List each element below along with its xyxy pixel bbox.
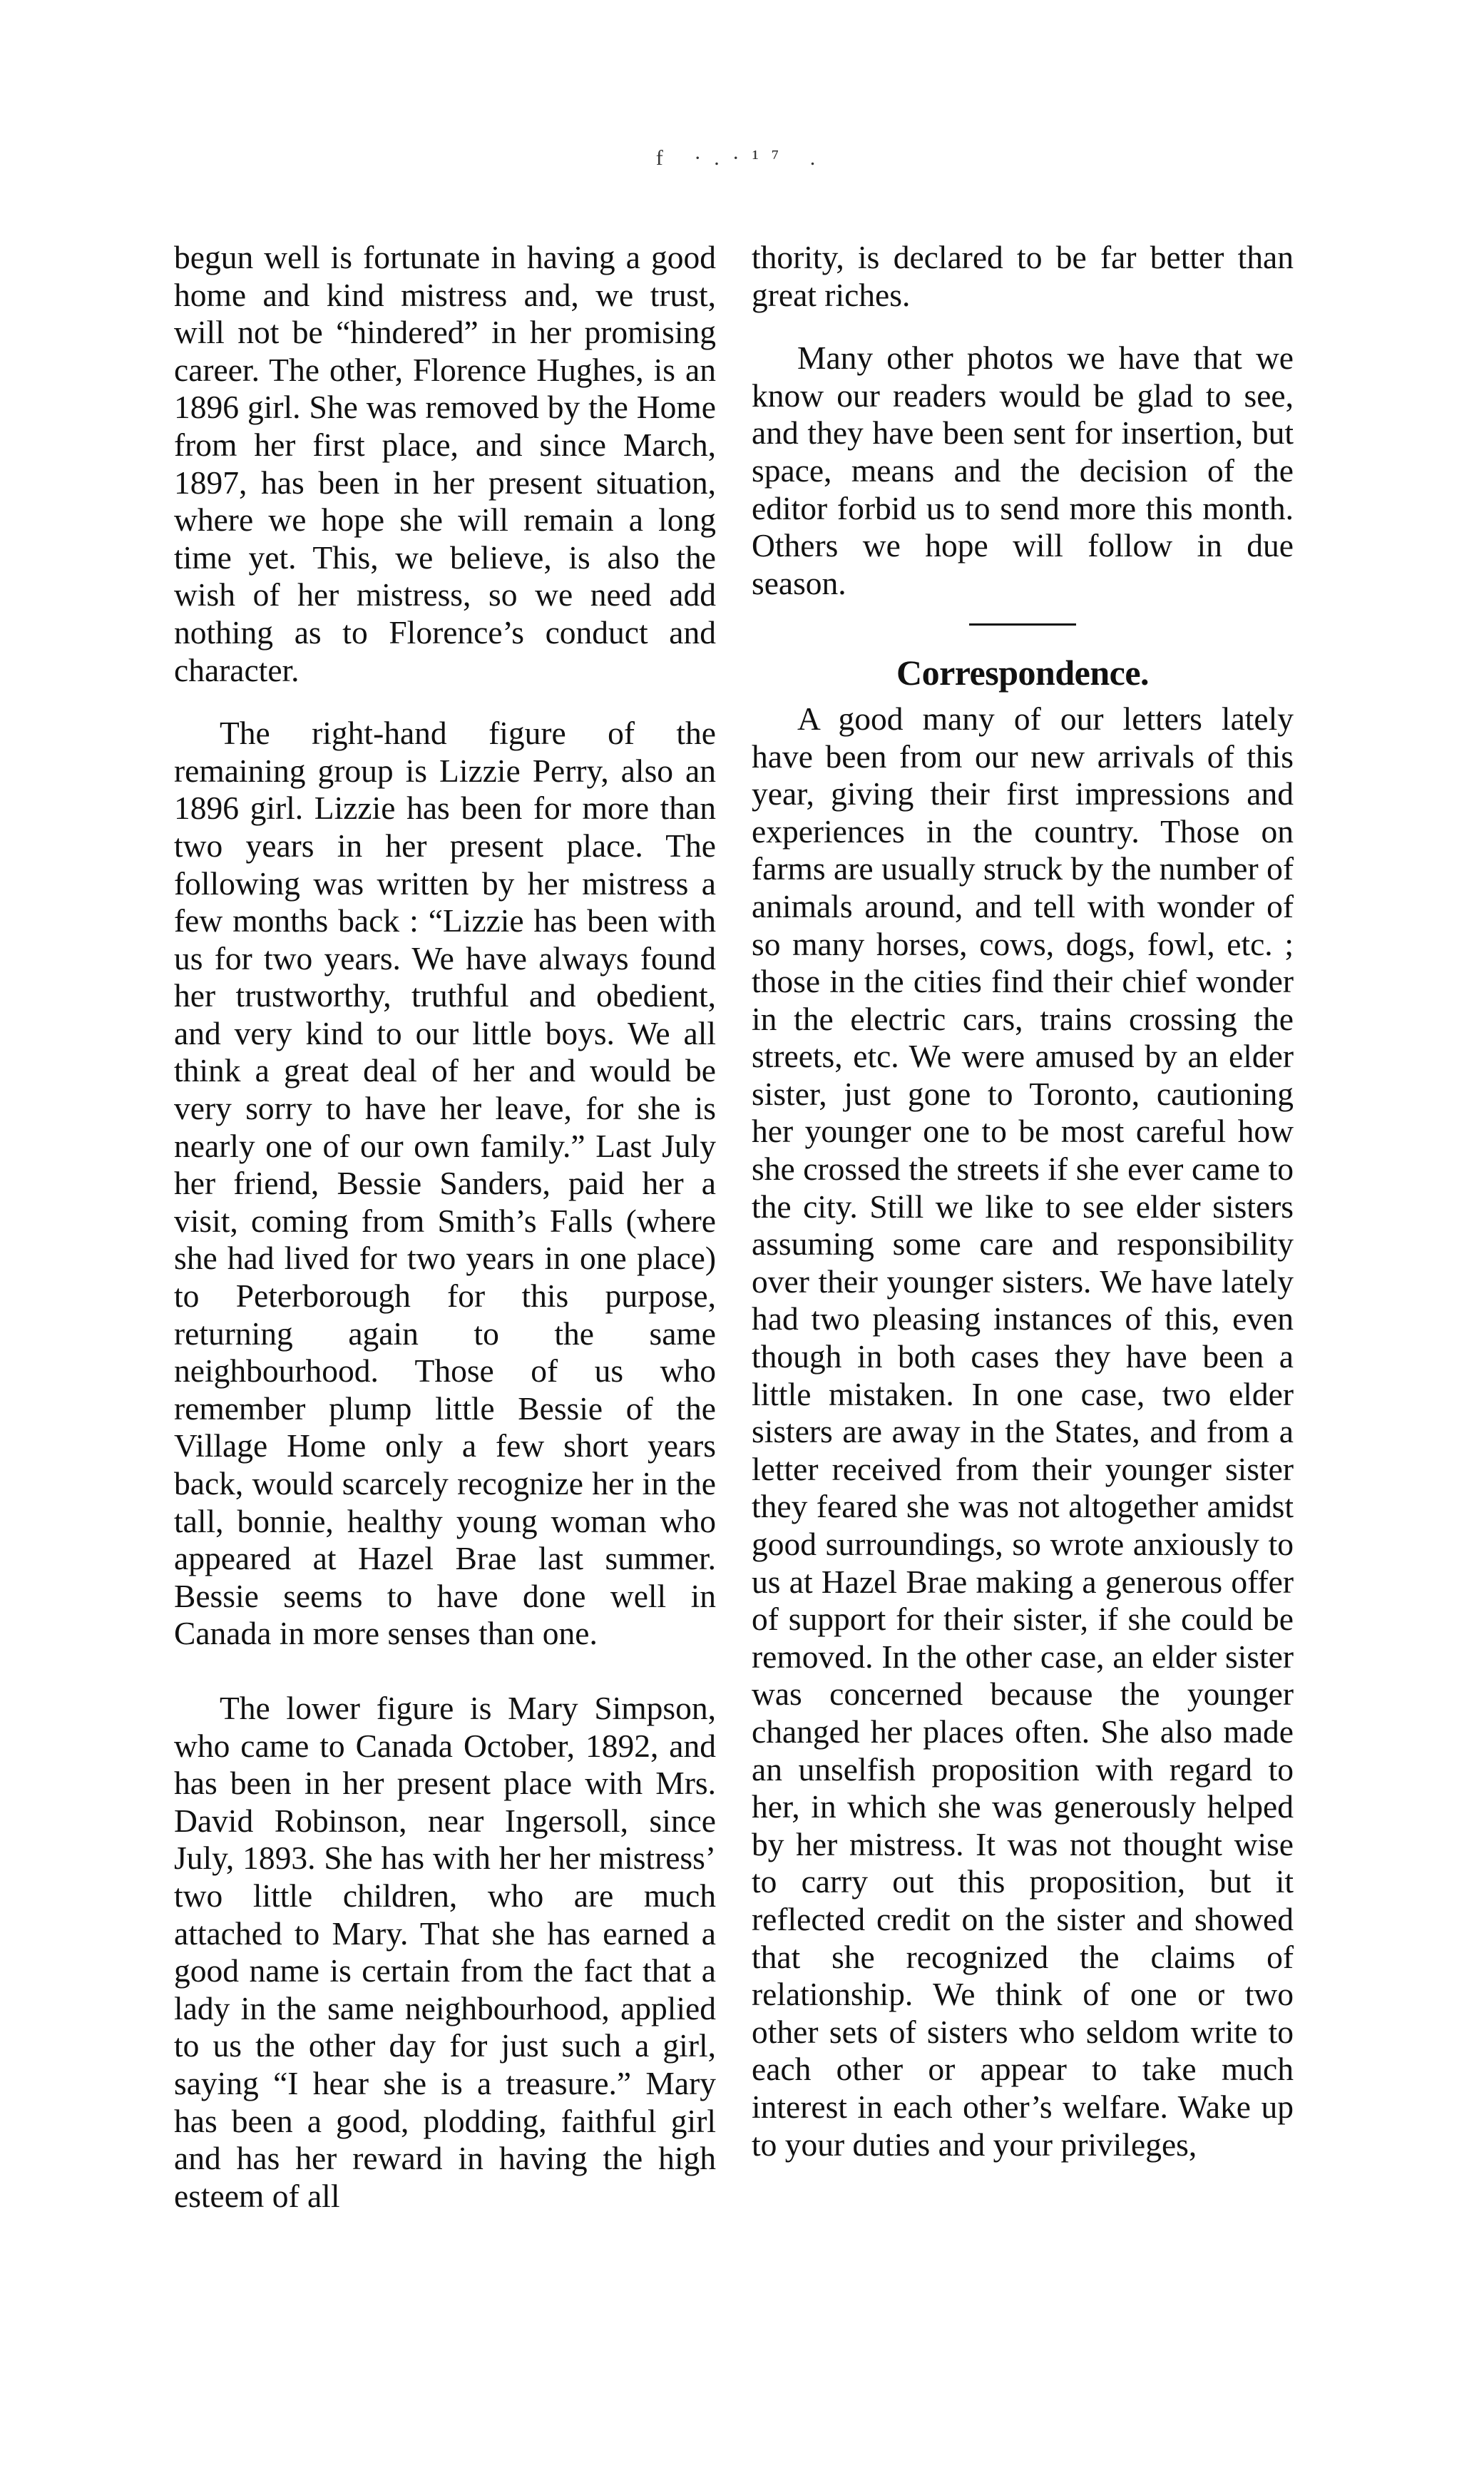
correspondence-heading: Correspondence. — [896, 653, 1150, 693]
paragraph-other-photos: Many other photos we have that we know our readers would be glad to see, and they have been sent for insertion, but space, means and the decision of the editor forbid us to send more this month. Others we hope will follow in due season. — [752, 340, 1294, 601]
left-column — [174, 239, 716, 2215]
paragraph-continuation: thority, is declared to be far better than great riches. — [752, 239, 1294, 313]
paragraph-correspondence: A good many of our letters lately have been from our new arrivals of this year, giving their first impressions and experiences in the country. Those on farms are usually struck by the number of animals around, and tell with wonder of so many horses, cows, dogs, fowl, etc. ; those in the cities find their chief wonder in the electric cars, trains crossing the streets, etc. We were amused by an elder sister, just gone to Toronto, cautioning her younger one to be most careful how she crossed the streets if she ever came to the city. Still we like to see elder sisters assuming some care and responsibility over their younger sisters. We have lately had two pleasing instances of this, even though in both cases they have been a little mistaken. In one case, two elder sisters are away in the States, and from a letter received from their younger sister they feared she was not altogether amidst good surroundings, so wrote anxiously to us at Hazel Brae making a generous offer of support for their sister, if she could be removed. In the other case, an elder sister was concerned because the younger changed her places often. She also made an unselfish proposition with regard to her, in which she was generously helped by her mistress. It was not thought wise to carry out this proposition, but it reflected credit on the sister and showed that she recognized the claims of relationship. We think of one or two other sets of sisters who seldom write to each other or appear to take much interest in each other’s welfare. Wake up to your duties and your privileges, — [752, 700, 1294, 2163]
paragraph-mary-simpson: The lower figure is Mary Simpson, who came to Canada October, 1892, and has been in her present place with Mrs. David Robinson, near Ingersoll, since July, 1893. She has with her her mistress’ two little children, who are much attached to Mary. That she has earned a good name is certain from the fact that a lady in the same neighbourhood, applied to us the other day for just such a girl, saying “I hear she is a treasure.” Mary has been a good, plodding, faithful girl and has her reward in having the high esteem of all — [174, 1689, 716, 2214]
page-header: f ·.·¹⁷ . — [655, 146, 829, 170]
right-column — [752, 239, 1294, 2163]
paragraph-lizzie-perry: The right-hand figure of the remaining group is Lizzie Perry, also an 1896 girl. Lizzie has been for more than two years in her present place. The following was written by her mistress a few months back : “Lizzie has been with us for two years. We have always found her trustworthy, truthful and obedient, and very kind to our little boys. We all think a great deal of her and would be very sorry to have her leave, for she is nearly one of our own family.” Last July her friend, Bessie Sanders, paid her a visit, coming from Smith’s Falls (where she had lived for two years in one place) to Peterborough for this purpose, returning again to the same neighbourhood. Those of us who remember plump little Bessie of the Village Home only a few short years back, would scarcely recognize her in the tall, bonnie, healthy young woman who appeared at Hazel Brae last summer. Bessie seems to have done well in Canada in more senses than one. — [174, 715, 716, 1652]
section-divider — [969, 623, 1076, 626]
paragraph-florence-hughes: begun well is fortunate in having a good home and kind mistress and, we trust, will not be “hindered” in her promising career. The other, Florence Hughes, is an 1896 girl. She was removed by the Home from her first place, and since March, 1897, has been in her present situation, where we hope she will remain a long time yet. This, we believe, is also the wish of her mistress, so we need add nothing as to Florence’s conduct and character. — [174, 239, 716, 688]
